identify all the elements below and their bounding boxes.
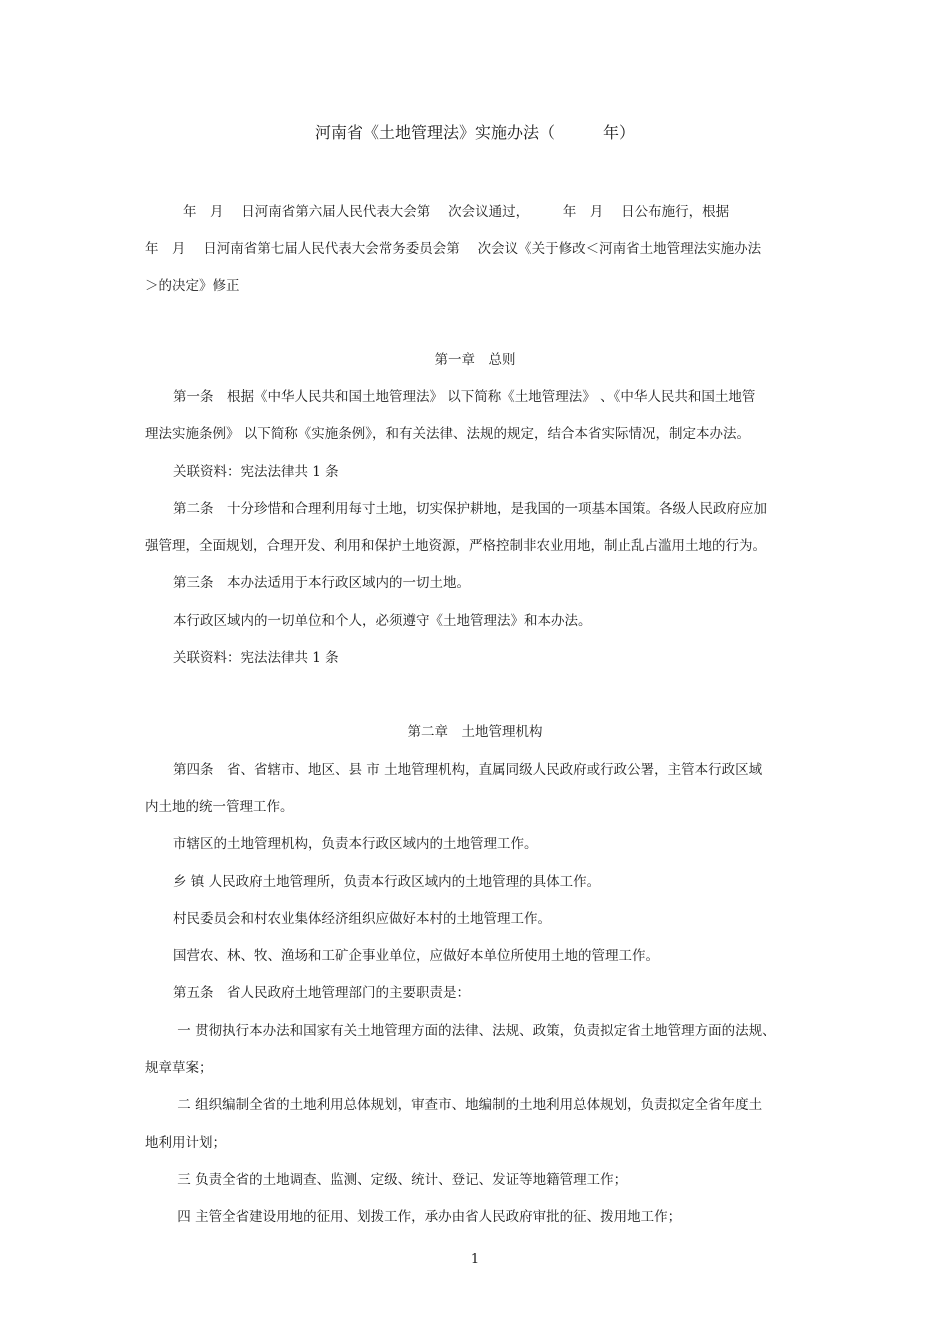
article-2-line-1: 第二条 十分珍惜和合理利用每寸土地，切实保护耕地，是我国的一项基本国策。各级人民政府应加 [173, 501, 767, 517]
item-2-line-2: 地利用计划； [145, 1135, 226, 1151]
article-4-paragraph-3: 乡 镇 人民政府土地管理所，负责本行政区域内的土地管理的具体工作。 [173, 874, 601, 890]
item-1-line-2: 规章草案； [145, 1060, 213, 1076]
item-1-line-1: 一 贯彻执行本办法和国家有关土地管理方面的法律、法规、政策，负责拟定省土地管理方面的法规、 [173, 1023, 776, 1039]
item-4: 四 主管全省建设用地的征用、划拨工作，承办由省人民政府审批的征、拨用地工作； [173, 1209, 682, 1225]
article-4-paragraph-2: 市辖区的土地管理机构，负责本行政区域内的土地管理工作。 [173, 836, 538, 852]
preamble-line-3: ＞的决定》修正 [145, 278, 240, 294]
preamble-line-2: 年 月 日河南省第七届人民代表大会常务委员会第 次会议《关于修改＜河南省土地管理法实施办法 [145, 241, 762, 257]
chapter-1-heading: 第一章 总则 [434, 352, 516, 368]
article-5: 第五条 省人民政府土地管理部门的主要职责是： [173, 985, 470, 1001]
chapter-2-heading: 第二章 土地管理机构 [407, 724, 543, 740]
article-1-line-1: 第一条 根据《中华人民共和国土地管理法》 以下简称《土地管理法》 、《中华人民共和国土地管 [173, 389, 756, 405]
article-4-paragraph-4: 村民委员会和村农业集体经济组织应做好本村的土地管理工作。 [173, 911, 551, 927]
article-4-paragraph-5: 国营农、林、牧、渔场和工矿企事业单位，应做好本单位所使用土地的管理工作。 [173, 948, 659, 964]
article-3-paragraph-2: 本行政区域内的一切单位和个人，必须遵守《土地管理法》和本办法。 [173, 613, 592, 629]
article-2-line-2: 强管理，全面规划，合理开发、利用和保护土地资源，严格控制非农业用地，制止乱占滥用土地的行为。 [145, 538, 766, 554]
article-4-line-1: 第四条 省、省辖市、地区、县 市 土地管理机构，直属同级人民政府或行政公署，主管本行政区域 [173, 762, 763, 778]
item-2-line-1: 二 组织编制全省的土地利用总体规划，审查市、地编制的土地利用总体规划，负责拟定全省年度土 [173, 1097, 763, 1113]
item-3: 三 负责全省的土地调查、监测、定级、统计、登记、发证等地籍管理工作； [173, 1172, 628, 1188]
related-reference: 关联资料：宪法法律共 1 条 [173, 464, 339, 480]
preamble-line-1: 年 月 日河南省第六届人民代表大会第 次会议通过， 年 月 日公布施行，根据 [183, 204, 730, 220]
article-4-line-2: 内土地的统一管理工作。 [145, 799, 294, 815]
article-1-line-2: 理法实施条例》 以下简称《实施条例》，和有关法律、法规的规定，结合本省实际情况，制定本办法。 [145, 426, 751, 442]
related-reference: 关联资料：宪法法律共 1 条 [173, 650, 339, 666]
document-title: 河南省《土地管理法》实施办法（ 年） [314, 123, 635, 142]
article-3: 第三条 本办法适用于本行政区域内的一切土地。 [173, 575, 470, 591]
page-number: 1 [470, 1252, 480, 1267]
